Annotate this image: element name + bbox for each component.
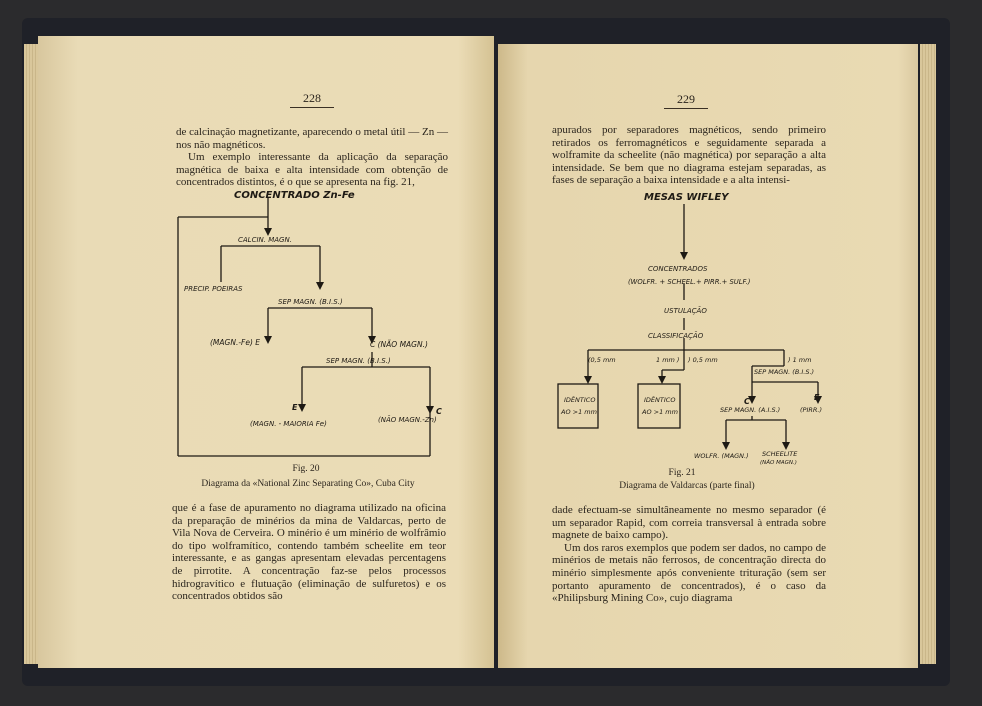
fig20-caption: Diagrama da «National Zinc Separating Co», Cuba City [201, 479, 415, 489]
fig21-size2: 1 mm ) [656, 356, 680, 364]
fig21-box1-line2: AO >1 mm [561, 408, 597, 416]
fig21-caption: Diagrama de Valdarcas (parte final) [619, 481, 755, 491]
fig20-e-maioria: (MAGN. - MAIORIA Fe) [250, 420, 327, 428]
fig21-box2 [638, 384, 680, 428]
fig20-e-magn: (MAGN.-Fe) E [210, 338, 261, 347]
left-page [38, 36, 494, 668]
fig20-sep1: SEP MAGN. (B.I.S.) [278, 298, 343, 306]
page-number: 229 [677, 92, 695, 106]
fig21-e: E [814, 393, 820, 402]
fig21-classificacao: CLASSIFICAÇÃO [648, 332, 704, 340]
fig20-sep2: SEP MAGN. (B.I.S.) [326, 357, 391, 365]
fig21-wolfr: WOLFR. (MAGN.) [694, 452, 749, 460]
paragraph-3: Um dos raros exemplos que podem ser dados, no campo de minérios de metais não ferrosos, de concentração directa do minério simplesmente após conveniente trituração (sem ser portanto apuramento de concentrados), é o caso da «Philipsburg Mining Co», cujo diagrama [552, 541, 826, 605]
fig21-scheelite-sub: (NÃO MAGN.) [760, 460, 797, 466]
fig20-c2: C [436, 407, 442, 416]
fig20-calcin: CALCIN. MAGN. [238, 236, 292, 244]
fig21-label: Fig. 21 [668, 468, 696, 478]
paragraph-3: que é a fase de apuramento no diagrama utilizado na oficina da preparação de minérios da mina de Valdarcas, perto de Vila Nova de Cerveira. O minério é um minério de wolfrâmio do tipo wolframítico, contendo também scheelite em teor interessante, e as gangas apresentam elevadas percentagens de pirrotite. A concentração faz-se pelos processos hidrogravítico e flutuação (eliminação de sulfuretos) e os concentrados obtidos são [172, 502, 446, 603]
fig21-scheelite: SCHEELITE [762, 450, 798, 458]
fig21-size4: ) 1 mm [788, 356, 812, 364]
fig21-size3: ) 0,5 mm [688, 356, 718, 364]
fig21-composition: (WOLFR. + SCHEEL.+ PIRR.+ SULF.) [628, 278, 751, 286]
left-page-edges [24, 44, 38, 664]
fig21-c: C [744, 397, 750, 406]
fig21-box1 [558, 384, 598, 428]
fig21-box2-line1: IDÊNTICO [644, 396, 676, 404]
paragraph-1: apurados por separadores magnéticos, sendo primeiro retirados os ferromagnéticos e seguidamente separada a wolframite da scheelite (não magnética) por separação a alta intensidade. Se bem que no diagrama estejam separadas, as fases de separação a baixa intensidade e a alta intensi- [552, 124, 826, 187]
paragraph-1: de calcinação magnetizante, aparecendo o metal útil — Zn — nos não magnéticos. [176, 126, 448, 151]
fig20-title: CONCENTRADO Zn-Fe [234, 190, 355, 201]
fig21-ustulacao: USTULAÇÃO [664, 307, 707, 315]
fig20-label: Fig. 20 [292, 464, 320, 474]
fig20-nao-magn-zn: (NÃO MAGN.-Zn) [378, 416, 437, 424]
paragraph-2: dade efectuam-se simultâneamente no mesmo separador (é um separador Rapid, com correia transversal à entrada sobre magnete de baixo campo). [552, 504, 826, 542]
fig21-title: MESAS WIFLEY [644, 192, 729, 203]
fig21-box2-line2: AO >1 mm [642, 408, 678, 416]
right-page-edges [920, 44, 936, 664]
fig21-sep-ais: SEP MAGN. (A.I.S.) [720, 406, 781, 414]
fig21-size1: (0,5 mm [588, 356, 616, 364]
fig21-pirr: (PIRR.) [800, 406, 823, 414]
fig21-concentrados: CONCENTRADOS [648, 265, 708, 273]
fig20-e2: E [292, 403, 298, 412]
right-page [498, 44, 918, 668]
fig20-precip: PRECIP. POEIRAS [184, 285, 243, 293]
fig21-sep-bis: SEP MAGN. (B.I.S.) [754, 368, 815, 376]
page-number: 228 [303, 91, 321, 105]
text-block [552, 504, 826, 605]
fig21-box1-line1: IDÊNTICO [564, 396, 596, 404]
fig20-c-nao-magn: C (NÃO MAGN.) [370, 340, 428, 349]
paragraph-2: Um exemplo interessante da aplicação da separação magnética de baixa e alta intensidade com obtenção de concentrados distintos, é o que se apresenta na fig. 21, [176, 151, 448, 189]
